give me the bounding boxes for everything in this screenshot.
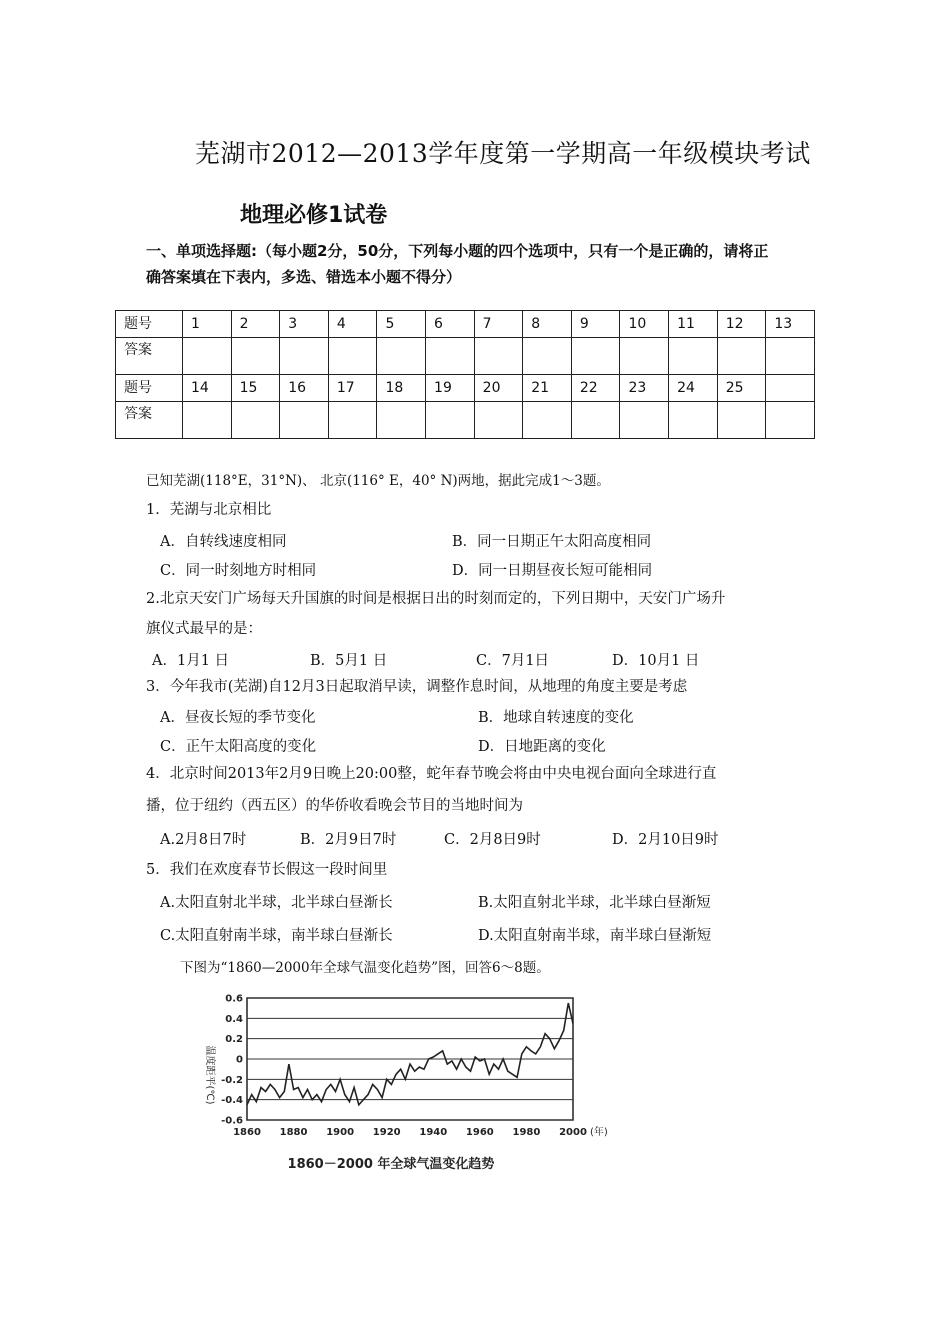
question-number-cell: 25 xyxy=(717,375,766,402)
answer-cell[interactable] xyxy=(669,402,718,439)
answer-cell[interactable] xyxy=(766,402,815,439)
answer-cell[interactable] xyxy=(571,402,620,439)
x-tick-label: 1960 xyxy=(465,1127,494,1138)
question-number-cell: 20 xyxy=(474,375,523,402)
question-number-cell: 17 xyxy=(328,375,377,402)
y-tick-label: 0.6 xyxy=(225,993,243,1005)
question-number-cell: 22 xyxy=(571,375,620,402)
x-tick-labels xyxy=(233,1127,587,1138)
question-1-option-a: A．自转线速度相同 xyxy=(160,534,287,550)
question-number-cell: 8 xyxy=(523,311,572,338)
question-3-option-b: B．地球自转速度的变化 xyxy=(478,710,634,726)
answer-cell[interactable] xyxy=(620,338,669,375)
question-5-option-b: B.太阳直射北半球，北半球白昼渐短 xyxy=(478,895,711,911)
y-tick-label: -0.2 xyxy=(221,1074,243,1086)
question-number-cell: 14 xyxy=(183,375,232,402)
y-tick-label: 0.2 xyxy=(225,1034,243,1046)
answer-cell[interactable] xyxy=(183,402,232,439)
question-number-cell: 24 xyxy=(669,375,718,402)
answer-cell[interactable] xyxy=(280,402,329,439)
y-tick-label: -0.4 xyxy=(221,1095,243,1107)
section-heading xyxy=(146,238,826,290)
answer-table xyxy=(115,310,815,439)
answer-row xyxy=(116,402,815,439)
question-2-stem-line2: 旗仪式最早的是： xyxy=(146,621,262,637)
question-4-option-a: A.2月8日7时 xyxy=(160,832,247,848)
exam-title: 芜湖市2012—2013学年度第一学期高一年级模块考试 xyxy=(195,139,811,168)
section-heading-line1: 一、单项选择题:（每小题2分，50分，下列每小题的四个选项中，只有一个是正确的，请将正 xyxy=(146,242,769,260)
row-label: 题号 xyxy=(116,311,183,338)
question-number-row xyxy=(116,375,815,402)
question-number-cell: 13 xyxy=(766,311,815,338)
question-2-stem-line1: 2.北京天安门广场每天升国旗的时间是根据日出的时刻而定的，下列日期中，天安门广场升 xyxy=(146,591,726,607)
question-number-row xyxy=(116,311,815,338)
question-number-cell: 2 xyxy=(231,311,280,338)
question-2-option-a: A．1月1 日 xyxy=(152,653,230,669)
question-3-option-a: A．昼夜长短的季节变化 xyxy=(160,710,316,726)
question-2-option-d: D．10月1 日 xyxy=(612,653,700,669)
answer-cell[interactable] xyxy=(183,338,232,375)
answer-cell[interactable] xyxy=(328,338,377,375)
question-number-cell: 19 xyxy=(426,375,475,402)
answer-cell[interactable] xyxy=(523,402,572,439)
answer-cell[interactable] xyxy=(426,402,475,439)
question-5-stem: 5．我们在欢度春节长假这一段时间里 xyxy=(146,862,388,878)
question-4-option-b: B．2月9日7时 xyxy=(300,832,397,848)
question-5-option-d: D.太阳直射南半球，南半球白昼渐短 xyxy=(478,928,712,944)
x-tick-label: 2000 xyxy=(559,1127,587,1138)
answer-cell[interactable] xyxy=(620,402,669,439)
question-1-stem: 1．芜湖与北京相比 xyxy=(146,502,272,518)
answer-cell[interactable] xyxy=(280,338,329,375)
question-4-option-d: D．2月10日9时 xyxy=(612,832,719,848)
question-3-option-d: D．日地距离的变化 xyxy=(478,739,606,755)
question-2-option-c: C．7月1日 xyxy=(476,653,550,669)
question-5-option-c: C.太阳直射南半球，南半球白昼渐长 xyxy=(160,928,393,944)
question-3-option-c: C．正午太阳高度的变化 xyxy=(160,739,317,755)
question-1-option-c: C．同一时刻地方时相同 xyxy=(160,563,317,579)
exam-subtitle: 地理必修1试卷 xyxy=(240,203,388,228)
question-number-cell: 3 xyxy=(280,311,329,338)
chart-grid xyxy=(247,998,573,1120)
answer-cell[interactable] xyxy=(717,402,766,439)
x-tick-label: 1860 xyxy=(233,1127,261,1138)
answer-cell[interactable] xyxy=(474,402,523,439)
x-tick-label: 1940 xyxy=(419,1127,448,1138)
question-number-cell: 7 xyxy=(474,311,523,338)
x-tick-label: 1920 xyxy=(372,1127,401,1138)
question-number-cell: 10 xyxy=(620,311,669,338)
question-number-cell: 6 xyxy=(426,311,475,338)
question-number-cell: 21 xyxy=(523,375,572,402)
answer-cell[interactable] xyxy=(474,338,523,375)
question-1-option-b: B．同一日期正午太阳高度相同 xyxy=(452,534,652,550)
y-tick-label: -0.6 xyxy=(221,1115,243,1127)
x-axis-unit: (年) xyxy=(590,1127,608,1138)
question-4-option-c: C．2月8日9时 xyxy=(444,832,541,848)
answer-cell[interactable] xyxy=(426,338,475,375)
question-number-cell xyxy=(766,375,815,402)
question-5-option-a: A.太阳直射北半球，北半球白昼渐长 xyxy=(160,895,393,911)
answer-cell[interactable] xyxy=(328,402,377,439)
answer-cell[interactable] xyxy=(523,338,572,375)
question-number-cell: 4 xyxy=(328,311,377,338)
y-tick-labels xyxy=(221,994,243,1127)
answer-cell[interactable] xyxy=(377,402,426,439)
x-tick-label: 1900 xyxy=(326,1127,355,1138)
answer-cell[interactable] xyxy=(231,338,280,375)
y-tick-label: 0 xyxy=(236,1054,243,1066)
row-label: 答案 xyxy=(116,338,183,375)
intro-6-8: 下图为“1860—2000年全球气温变化趋势”图，回答6～8题。 xyxy=(180,960,550,976)
question-4-stem-line1: 4．北京时间2013年2月9日晚上20:00整，蛇年春节晚会将由中央电视台面向全球进行直 xyxy=(146,766,717,782)
answer-cell[interactable] xyxy=(231,402,280,439)
row-label: 答案 xyxy=(116,402,183,439)
answer-cell[interactable] xyxy=(766,338,815,375)
question-1-option-d: D．同一日期昼夜长短可能相同 xyxy=(452,563,653,579)
question-number-cell: 15 xyxy=(231,375,280,402)
answer-row xyxy=(116,338,815,375)
question-number-cell: 9 xyxy=(571,311,620,338)
chart-title: 1860－2000 年全球气温变化趋势 xyxy=(287,1157,495,1172)
section-heading-line2: 确答案填在下表内，多选、错选本小题不得分） xyxy=(146,268,462,286)
answer-cell[interactable] xyxy=(571,338,620,375)
x-tick-label: 1980 xyxy=(512,1127,541,1138)
question-number-cell: 5 xyxy=(377,311,426,338)
y-axis-label: 温度距平(℃) xyxy=(204,1045,215,1105)
temperature-chart xyxy=(195,990,615,1180)
question-number-cell: 1 xyxy=(183,311,232,338)
answer-cell[interactable] xyxy=(377,338,426,375)
question-4-stem-line2: 播，位于纽约（西五区）的华侨收看晚会节目的当地时间为 xyxy=(146,798,523,814)
row-label: 题号 xyxy=(116,375,183,402)
question-number-cell: 12 xyxy=(717,311,766,338)
question-number-cell: 18 xyxy=(377,375,426,402)
y-tick-label: 0.4 xyxy=(225,1013,243,1025)
answer-cell[interactable] xyxy=(717,338,766,375)
answer-cell[interactable] xyxy=(669,338,718,375)
x-tick-label: 1880 xyxy=(279,1127,308,1138)
question-number-cell: 11 xyxy=(669,311,718,338)
question-number-cell: 16 xyxy=(280,375,329,402)
question-3-stem: 3．今年我市(芜湖)自12月3日起取消早读，调整作息时间，从地理的角度主要是考虑 xyxy=(146,679,688,695)
question-2-option-b: B．5月1 日 xyxy=(310,653,388,669)
question-number-cell: 23 xyxy=(620,375,669,402)
intro-1-3: 已知芜湖(118°E，31°N)、 北京(116° E，40° N)两地，据此完成1～3题。 xyxy=(146,473,610,489)
